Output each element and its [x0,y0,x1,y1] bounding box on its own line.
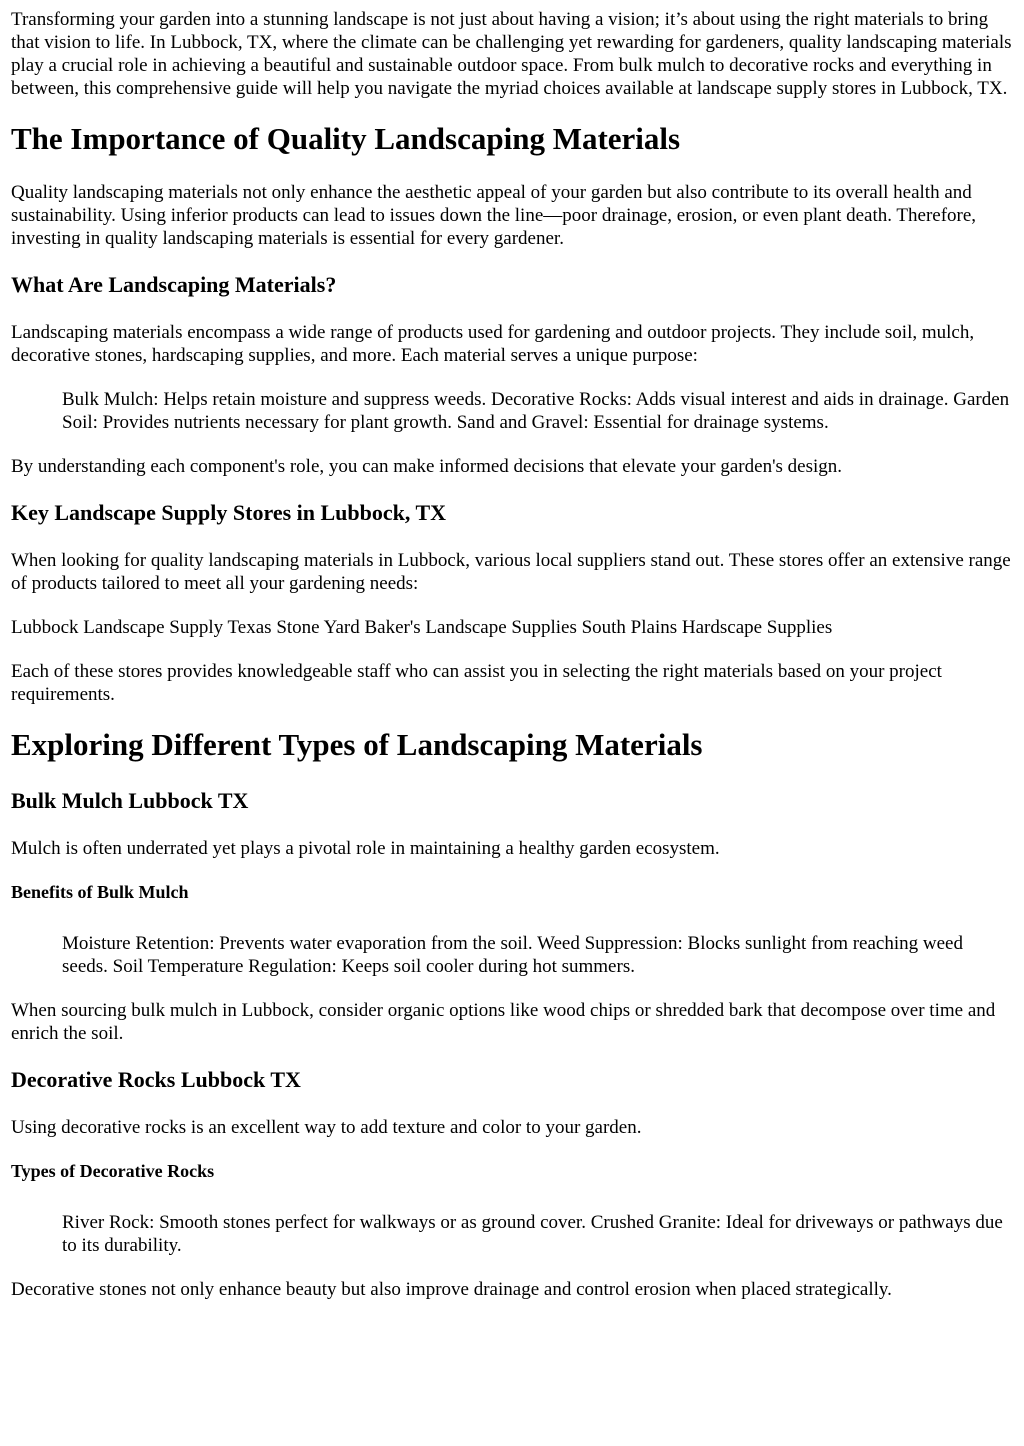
importance-paragraph: Quality landscaping materials not only enhance the aesthetic appeal of your garden but also contribute to its overall health and sustainability. Using inferior products can lead to issues down the line—poor drainage, erosion, or even plant death. Therefore, investing in quality landscaping materials is essential for every gardener. [11,182,977,249]
mulch-heading: Bulk Mulch Lubbock TX [11,788,249,813]
mulch-conclusion: When sourcing bulk mulch in Lubbock, consider organic options like wood chips or shredded bark that decompose over time and enrich the soil. [11,1000,996,1044]
stores-paragraph: When looking for quality landscaping materials in Lubbock, various local suppliers stand out. These stores offer an extensive range of products tailored to meet all your gardening needs: [11,550,1011,594]
mulch-benefits-heading: Benefits of Bulk Mulch [11,882,189,902]
rocks-heading: Decorative Rocks Lubbock TX [11,1067,301,1092]
mulch-paragraph: Mulch is often underrated yet plays a pivotal role in maintaining a healthy garden ecosystem. [11,838,720,859]
rocks-conclusion: Decorative stones not only enhance beauty but also improve drainage and control erosion when placed strategically. [11,1279,892,1300]
rocks-types-list: River Rock: Smooth stones perfect for walkways or as ground cover. Crushed Granite: Ideal for driveways or pathways due to its durability. [62,1212,1003,1256]
what-are-conclusion: By understanding each component's role, you can make informed decisions that elevate your garden's design. [11,456,842,477]
what-are-paragraph: Landscaping materials encompass a wide range of products used for gardening and outdoor projects. They include soil, mulch, decorative stones, hardscaping supplies, and more. Each material serves a unique purpose: [11,322,975,366]
stores-heading: Key Landscape Supply Stores in Lubbock, TX [11,500,447,525]
stores-list: Lubbock Landscape Supply Texas Stone Yard Baker's Landscape Supplies South Plains Hardscape Supplies [11,617,833,638]
intro-paragraph: Transforming your garden into a stunning landscape is not just about having a vision; it’s about using the right materials to bring that vision to life. In Lubbock, TX, where the climate can be challenging yet rewarding for gardeners, quality landscaping materials play a crucial role in achieving a beautiful and sustainable outdoor space. From bulk mulch to decorative rocks and everything in between, this comprehensive guide will help you navigate the myriad choices available at landscape supply stores in Lubbock, TX. [11,9,1012,99]
materials-list: Bulk Mulch: Helps retain moisture and suppress weeds. Decorative Rocks: Adds visual interest and aids in drainage. Garden Soil: Provides nutrients necessary for plant growth. Sand and Gravel: Essential for drainage systems. [62,389,1010,433]
mulch-benefits-list: Moisture Retention: Prevents water evaporation from the soil. Weed Suppression: Blocks sunlight from reaching weed seeds. Soil Temperature Regulation: Keeps soil cooler during hot summers. [62,933,963,977]
rocks-paragraph: Using decorative rocks is an excellent way to add texture and color to your garden. [11,1117,642,1138]
what-are-heading: What Are Landscaping Materials? [11,272,337,297]
exploring-heading: Exploring Different Types of Landscaping Materials [11,727,703,762]
rocks-types-heading: Types of Decorative Rocks [11,1161,215,1181]
importance-heading: The Importance of Quality Landscaping Materials [11,121,681,156]
stores-conclusion: Each of these stores provides knowledgeable staff who can assist you in selecting the right materials based on your project requirements. [11,661,942,705]
